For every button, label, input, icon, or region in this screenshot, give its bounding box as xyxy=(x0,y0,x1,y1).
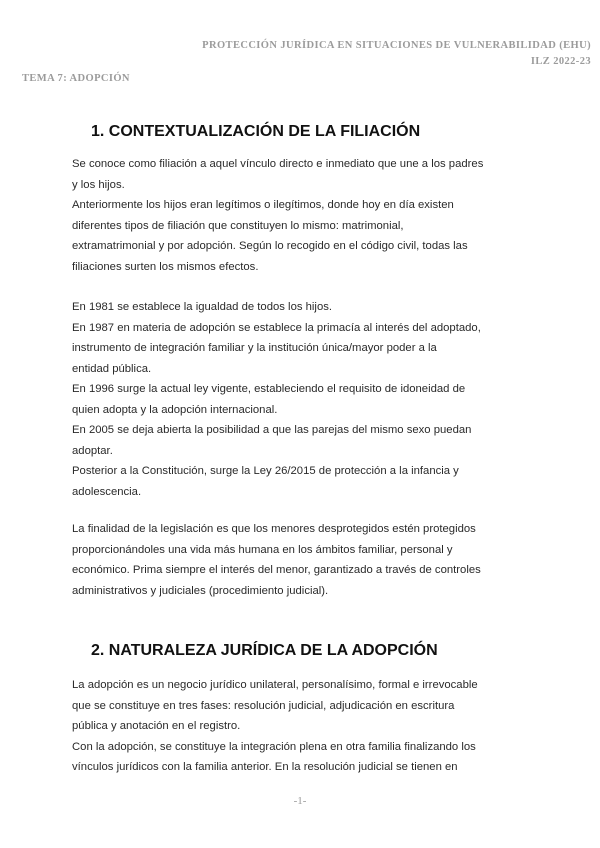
text-line: entidad pública. xyxy=(72,362,152,375)
running-header-year: ILZ 2022-23 xyxy=(530,56,591,67)
text-line: extramatrimonial y por adopción. Según lo recogido en el código civil, todas las xyxy=(72,240,468,252)
text-line: vínculos jurídicos con la familia anterior. En la resolución judicial se tienen en xyxy=(72,761,458,773)
paragraph-historia xyxy=(72,297,542,502)
text-line: económico. Prima siempre el interés del menor, garantizado a través de controles xyxy=(72,564,481,576)
text-line: diferentes tipos de filiación que constituyen lo mismo: matrimonial, xyxy=(72,219,404,232)
text-line: adoptar. xyxy=(72,444,113,457)
text-line: Anteriormente los hijos eran legítimos o ilegítimos, donde hoy en día existen xyxy=(72,199,454,211)
text-line: En 2005 se deja abierta la posibilidad a que las parejas del mismo sexo puedan xyxy=(72,424,472,436)
text-line: En 1987 en materia de adopción se establece la primacía al interés del adoptado, xyxy=(72,321,481,334)
text-line: adolescencia. xyxy=(72,485,142,498)
running-header-title: PROTECCIÓN JURÍDICA EN SITUACIONES DE VULNERABILIDAD (EHU) xyxy=(202,40,591,51)
paragraph-filiacion xyxy=(72,154,542,277)
text-line: Con la adopción, se constituye la integración plena en otra familia finalizando los xyxy=(72,740,476,753)
text-line: Se conoce como filiación a aquel vínculo directo e inmediato que une a los padres xyxy=(72,158,484,170)
paragraph-finalidad xyxy=(72,519,542,601)
text-line: y los hijos. xyxy=(72,178,125,191)
section-heading-1: 1. CONTEXTUALIZACIÓN DE LA FILIACIÓN xyxy=(91,123,421,140)
paragraph-naturaleza xyxy=(72,675,542,778)
text-line: instrumento de integración familiar y la institución única/mayor poder a la xyxy=(72,342,437,354)
text-line: proporcionándoles una vida más humana en los ámbitos familiar, personal y xyxy=(72,543,453,556)
text-line: administrativos y judiciales (procedimiento judicial). xyxy=(72,584,329,597)
text-line: La adopción es un negocio jurídico unilateral, personalísimo, formal e irrevocable xyxy=(72,679,478,691)
running-header-topic: TEMA 7: ADOPCIÓN xyxy=(22,73,130,84)
section-heading-2: 2. NATURALEZA JURÍDICA DE LA ADOPCIÓN xyxy=(91,642,438,659)
text-line: En 1981 se establece la igualdad de todos los hijos. xyxy=(72,301,333,313)
text-line: Posterior a la Constitución, surge la Ley 26/2015 de protección a la infancia y xyxy=(72,465,459,477)
text-line: quien adopta y la adopción internacional. xyxy=(72,403,278,416)
text-line: filiaciones surten los mismos efectos. xyxy=(72,260,259,273)
text-line: que se constituye en tres fases: resolución judicial, adjudicación en escritura xyxy=(72,699,455,712)
text-line: En 1996 surge la actual ley vigente, estableciendo el requisito de idoneidad de xyxy=(72,383,466,395)
text-line: pública y anotación en el registro. xyxy=(72,720,241,732)
page-number: -1- xyxy=(293,795,307,807)
text-line: La finalidad de la legislación es que los menores desprotegidos estén protegidos xyxy=(72,523,476,535)
